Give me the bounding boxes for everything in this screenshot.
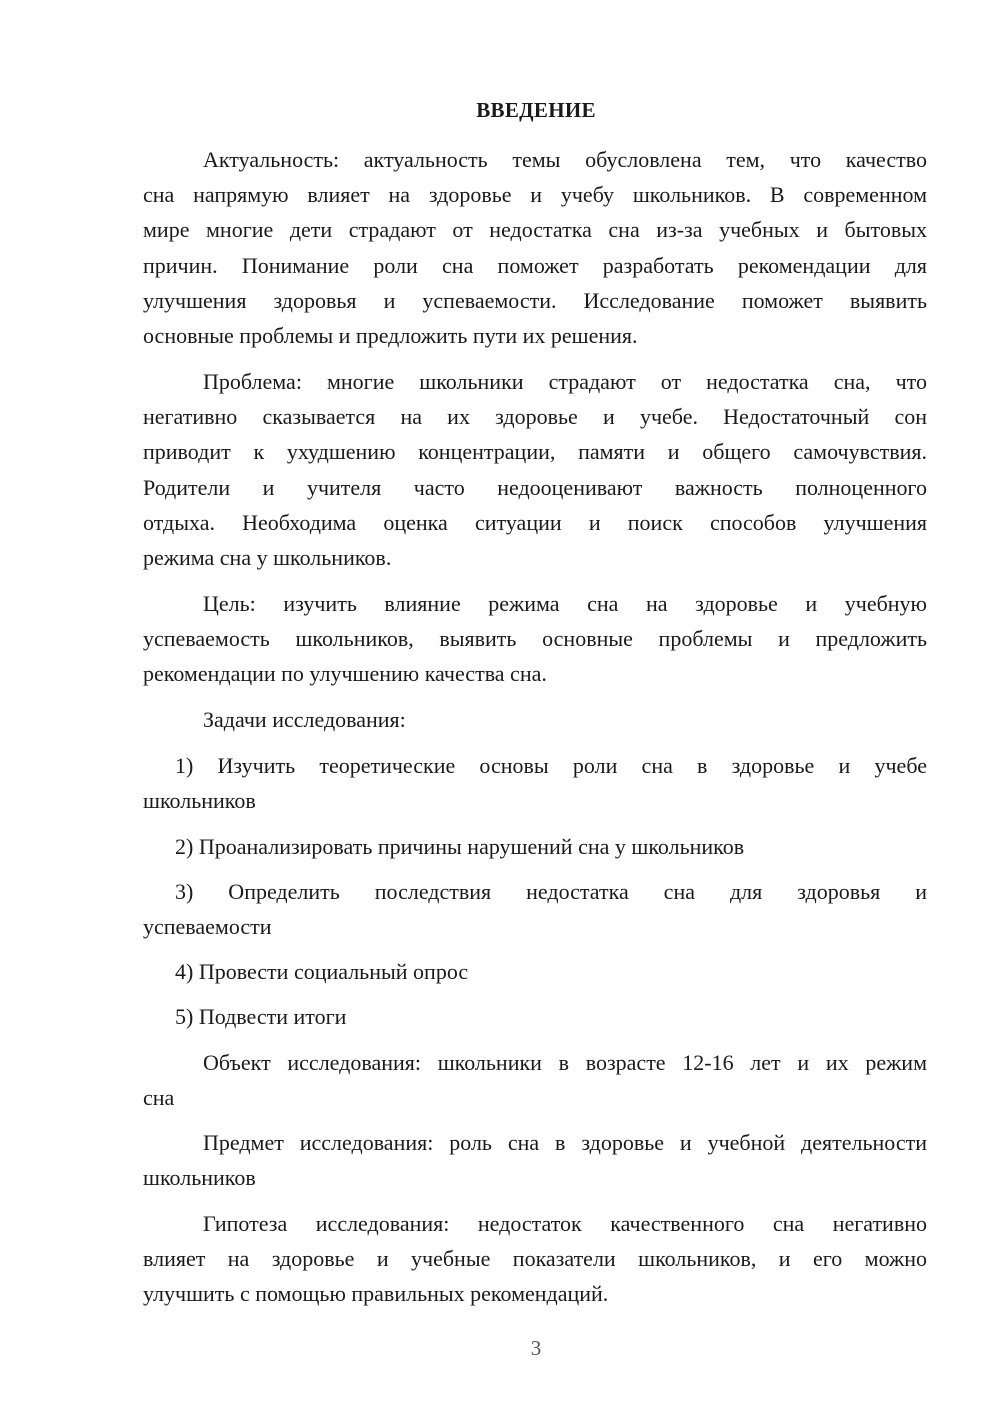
- text-line: Проблема: многие школьники страдают от недостатка сна, что: [203, 369, 927, 394]
- text-line: улучшения здоровья и успеваемости. Исследование поможет выявить: [143, 287, 927, 313]
- task-item-1: [143, 748, 927, 818]
- text-line: Актуальность: актуальность темы обусловлена тем, что качество: [203, 147, 927, 172]
- paragraph-problem: [143, 364, 927, 575]
- paragraph-relevance: [143, 142, 927, 353]
- paragraph-goal: [143, 586, 927, 692]
- text-line: Задачи исследования:: [203, 707, 406, 732]
- task-item-5: [143, 999, 927, 1034]
- text-line: сна: [143, 1085, 175, 1111]
- text-line: сна напрямую влияет на здоровье и учебу школьников. В современном: [143, 182, 927, 208]
- text-line: основные проблемы и предложить пути их решения.: [143, 322, 638, 348]
- text-line: приводит к ухудшению концентрации, памяти и общего самочувствия.: [143, 439, 927, 465]
- task-item-2: [143, 829, 927, 864]
- text-line: Цель: изучить влияние режима сна на здоровье и учебную: [203, 591, 927, 616]
- text-line: отдыха. Необходима оценка ситуации и поиск способов улучшения: [143, 509, 927, 535]
- text-line: негативно сказывается на их здоровье и учебе. Недостаточный сон: [143, 404, 927, 430]
- text-line: Объект исследования: школьники в возрасте 12-16 лет и их режим: [203, 1050, 927, 1075]
- paragraph-subject: [143, 1125, 927, 1195]
- text-line: Родители и учителя часто недооценивают важность полноценного: [143, 474, 927, 500]
- text-line: успеваемости: [143, 914, 272, 940]
- text-line: Предмет исследования: роль сна в здоровье и учебной деятельности: [203, 1130, 927, 1155]
- text-line: 4) Провести социальный опрос: [175, 959, 469, 984]
- text-line: 1) Изучить теоретические основы роли сна в здоровье и учебе: [175, 753, 927, 778]
- text-line: режима сна у школьников.: [143, 544, 392, 570]
- text-line: рекомендации по улучшению качества сна.: [143, 661, 547, 687]
- text-line: 3) Определить последствия недостатка сна для здоровья и: [175, 879, 927, 904]
- paragraph-hypothesis: [143, 1206, 927, 1312]
- task-item-3: [143, 874, 927, 944]
- task-item-4: [143, 954, 927, 989]
- text-line: успеваемость школьников, выявить основные проблемы и предложить: [143, 626, 927, 652]
- text-line: школьников: [143, 788, 256, 814]
- text-line: мире многие дети страдают от недостатка сна из-за учебных и бытовых: [143, 217, 927, 243]
- page-number: 3: [530, 1336, 542, 1360]
- text-line: причин. Понимание роли сна поможет разработать рекомендации для: [143, 252, 927, 278]
- text-line: 2) Проанализировать причины нарушений сна у школьников: [175, 834, 745, 859]
- section-heading: ВВЕДЕНИЕ: [476, 98, 596, 122]
- tasks-heading: [143, 702, 927, 737]
- text-line: улучшить с помощью правильных рекомендаций.: [143, 1281, 609, 1307]
- text-line: Гипотеза исследования: недостаток качественного сна негативно: [203, 1211, 927, 1236]
- paragraph-object: [143, 1045, 927, 1115]
- text-line: влияет на здоровье и учебные показатели школьников, и его можно: [143, 1246, 927, 1272]
- text-line: школьников: [143, 1165, 256, 1191]
- text-line: 5) Подвести итоги: [175, 1004, 347, 1029]
